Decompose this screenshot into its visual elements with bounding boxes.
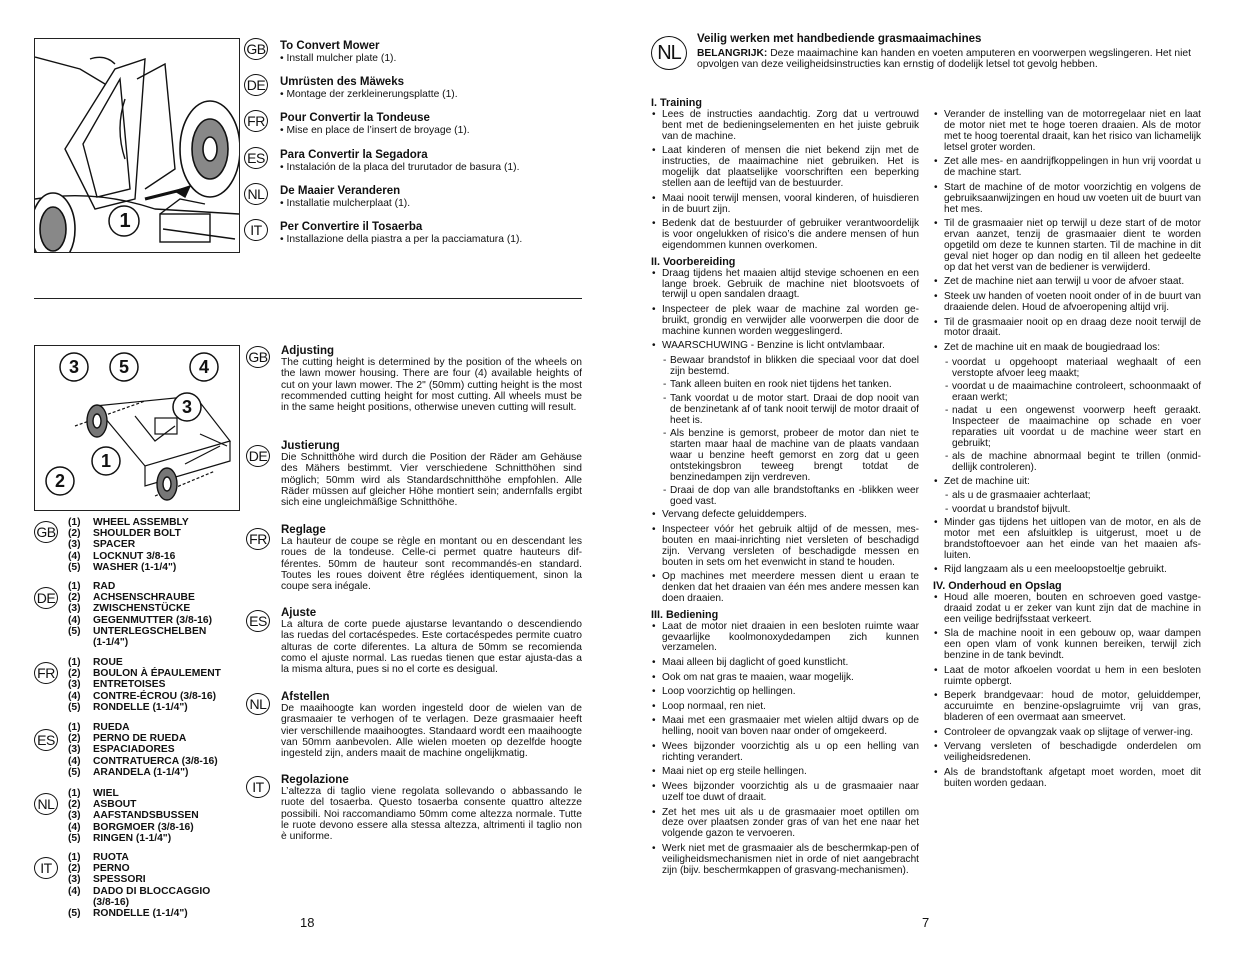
wheel-adjust-figure	[34, 345, 240, 511]
bullet-item: • Bedenk dat de bestuurder of gebruiker verantwoordelijk is voor ongelukken of risico’s die andere mensen of hun eigendommen kunnen overkomen.	[651, 219, 919, 252]
mulcher-illustration	[35, 39, 239, 252]
parts-list: (1) RUEDA (2) PERNO DE RUEDA (3) ESPACIADORES (4) CONTRATUERCA (3/8-16) (5) ARANDELA (1-1/4")	[68, 722, 218, 778]
convert-text: • Installazione della piastra a per la pacciamatura (1).	[280, 234, 523, 245]
parts-list: (1) ROUE (2) BOULON À ÉPAULEMENT (3) ENTRETOISES (4) CONTRE-ÉCROU (3/8-16) (5) RONDELLE (1-1/4")	[68, 657, 221, 713]
bullet-item: • Inspecteer de plek waar de machine zal worden ge-bruikt, grondig en verwijder alle voorwerpen die door de machine kunnen worden weggeslingerd.	[651, 305, 919, 338]
lang-badge: ES	[244, 147, 268, 169]
bullet-item: • Houd alle moeren, bouten en schroeven goed vastge-draaid zodat u er zeker van kunt zijn dat de machine in een veilige bedrijfsstaat verkeert.	[933, 593, 1201, 626]
lang-badge: NL	[34, 793, 58, 815]
bullet-item: • Maai met een grasmaaier met wielen altijd dwars op de helling, nooit van boven naar onder of omgekeerd.	[651, 716, 919, 738]
figure-callout: 1	[119, 210, 131, 232]
lang-badge: IT	[34, 857, 58, 879]
bullet-item: • Zet de machine niet aan terwijl u voor de afvoer staat.	[933, 277, 1201, 288]
bullet-item: • Wees bijzonder voorzichtig als u de grasmaaier naar uzelf toe duwt of draait.	[651, 782, 919, 804]
section-heading: I. Training	[651, 97, 702, 109]
convert-text: • Install mulcher plate (1).	[280, 53, 397, 64]
safety-column-2	[933, 110, 1201, 793]
section-heading: II. Voorbereiding	[651, 255, 736, 268]
bullet-item: • Lees de instructies aandachtig. Zorg dat u vertrouwd bent met de bedieningselementen en het juiste gebruik van de machine.	[651, 110, 919, 143]
bullet-item: • Maai nooit terwijl mensen, vooral kinderen, of huisdieren in de buurt zijn.	[651, 194, 919, 216]
adjust-title: Adjusting	[281, 345, 335, 357]
nl-badge-large: NL	[651, 36, 687, 70]
callout-3b: 3	[181, 397, 192, 417]
parts-list: (1) RAD (2) ACHSENSCHRAUBE (3) ZWISCHENSTÜCKE (4) GEGENMUTTER (3/8-16) (5) UNTERLEGSCHELBEN (1-1/4")	[68, 581, 213, 649]
bullet-item: • Maai alleen bij daglicht of goed kunstlicht.	[651, 658, 919, 669]
sub-list-item: - voordat u de maaimachine controleert, schoonmaakt of eraan werkt;	[933, 382, 1201, 404]
bullet-item: • Steek uw handen of voeten nooit onder of in de buurt van draaiende delen. Houd de afvoeropening altijd vrij.	[933, 292, 1201, 314]
lang-badge: NL	[246, 693, 270, 715]
lang-badge: FR	[34, 662, 58, 684]
bullet-item: • Zet het mes uit als u de grasmaaier moet optillen om deze over plaatsen zonder gras of van het ene naar het volgende gazon te vervoeren.	[651, 808, 919, 841]
bullet-item: • Zet de machine uit:	[933, 477, 1201, 488]
callout-5: 5	[118, 357, 129, 377]
sub-list-item: - Tank voordat u de motor start. Draai de dop nooit van de benzinetank af of tank nooit terwijl de motor draait of heet is.	[651, 394, 919, 427]
lang-badge: ES	[34, 729, 58, 751]
mulcher-figure	[34, 38, 240, 253]
lang-badge: DE	[244, 74, 268, 96]
lang-badge: GB	[246, 346, 270, 368]
right-page-intro	[697, 48, 1202, 71]
sub-list-item: - voordat u brandstof bijvult.	[933, 505, 1201, 516]
sub-list-item: - Bewaar brandstof in blikken die speciaal voor dat doel zijn bestemd.	[651, 356, 919, 378]
sub-list-item: - als u de grasmaaier achterlaat;	[933, 491, 1201, 502]
intro-text: Deze maaimachine kan handen en voeten amputeren en voorwerpen wegslingeren. Het niet opvolgen van deze veiligheidsinstructies kan ernstig of dodelijk letsel tot gevolg hebben.	[697, 48, 1191, 71]
sub-list-item: - Als benzine is gemorst, probeer de motor dan niet te starten maar haal de machine van de plaats vandaan waar u benzine heeft gemorst en zorg dat u geen ontstekingsbron teweeg brengt totdat de benzinedampen zijn verdreven.	[651, 429, 919, 484]
adjust-text: La hauteur de coupe se règle en montant ou en descendant les roues de la tondeuse. Celle-ci permet quatre hauteurs dif-férentes. 50mm de hauteur sont recommandés-en standard. Toutes les roues doivent être réglées identiquement, sinon la coupe sera inégale.	[281, 536, 582, 593]
sub-list-item: - nadat u een ongewenst voorwerp heeft geraakt. Inspecteer de maaimachine op schade en voer reparaties uit voordat u de machine weer start en gebruikt;	[933, 406, 1201, 450]
bullet-item: • Wees bijzonder voorzichtig als u op een helling van richting verandert.	[651, 742, 919, 764]
lang-badge: IT	[246, 776, 270, 798]
lang-badge: NL	[244, 183, 268, 205]
convert-title: To Convert Mower	[280, 40, 380, 52]
callout-1: 1	[100, 451, 111, 471]
bullet-item: • Til de grasmaaier niet op terwijl u deze start of de motor ervan aanzet, tenzij de grasmaaier dient te worden opgetild om deze te kunnen starten. Til de machine in dit geval niet hoger op dan nodig en til alleen het gedeelte op dat het verst van de bediener is verwijderd.	[933, 219, 1201, 274]
lang-badge: DE	[34, 587, 58, 609]
adjust-title: Justierung	[281, 440, 340, 452]
convert-text: • Instalación de la placa del trurutador de basura (1).	[280, 162, 520, 173]
bullet-item: • Vervang versleten of beschadigde onderdelen om veiligheidsredenen.	[933, 742, 1201, 764]
lang-badge: FR	[244, 110, 268, 132]
adjust-title: Reglage	[281, 524, 326, 536]
bullet-item: • Werk niet met de grasmaaier als de beschermkap-pen of veiligheidsmechanismen niet in orde of niet aangebracht zijn (bijv. beschermkappen of grasvang-mechanismen).	[651, 844, 919, 877]
adjust-text: La altura de corte puede ajustarse levantando o descendiendo las ruedas del cortacéspedes. Este cortacéspedes permite cuatro alturas de corte diferentes. La altura de 50mm se recomienda como el ajuste normal. Las ruedas tienen que estar ajusta-das a la misma altura, pues si no el corte es desigual.	[281, 619, 582, 676]
adjust-text: The cutting height is determined by the position of the wheels on the lawn mower housing. There are four (4) available heights of cut on your lawn mower. The 2" (50mm) cutting height is the most recommended cutting height for most cutting. All wheels must be in the same height positions, otherwise uneven cutting will result.	[281, 357, 582, 414]
bullet-item: • Ook om nat gras te maaien, waar mogelijk.	[651, 673, 919, 684]
bullet-item: • Rijd langzaam als u een meeloopstoeltje gebruikt.	[933, 565, 1201, 576]
convert-title: Per Convertire il Tosaerba	[280, 221, 423, 233]
lang-badge: FR	[246, 528, 270, 550]
sub-list-item: - voordat u opgehoopt materiaal weghaalt of een verstopte afvoer leeg maakt;	[933, 358, 1201, 380]
convert-title: Pour Convertir la Tondeuse	[280, 112, 430, 124]
bullet-item: • Op machines met meerdere messen dient u eraan te denken dat het draaien van één mes andere messen kan doen draaien.	[651, 572, 919, 605]
parts-list: (1) WIEL (2) ASBOUT (3) AAFSTANDSBUSSEN (4) BORGMOER (3/8-16) (5) RINGEN (1-1/4")	[68, 788, 199, 844]
lang-badge: ES	[246, 610, 270, 632]
bullet-item: • WAARSCHUWING - Benzine is licht ontvlambaar.	[651, 341, 919, 352]
bullet-item: • Sla de machine nooit in een gebouw op, waar dampen een open vlam of vonk kunnen bereiken, terwijl zich benzine in de tank bevindt.	[933, 629, 1201, 662]
left-page-number: 18	[300, 915, 315, 930]
intro-label: BELANGRIJK:	[697, 48, 768, 59]
bullet-item: • Vervang defecte geluiddempers.	[651, 510, 919, 521]
convert-text: • Montage der zerkleinerungsplatte (1).	[280, 89, 458, 100]
convert-text: • Installatie mulcherplaat (1).	[280, 198, 411, 209]
bullet-item: • Minder gas tijdens het uitlopen van de motor, en als de motor met een afsluitklep is uitgerust, moet u de brandstoftoevoer aan het einde van het maaien afs-luiten.	[933, 518, 1201, 562]
callout-4: 4	[198, 357, 209, 377]
bullet-item: • Loop normaal, ren niet.	[651, 702, 919, 713]
lang-badge: GB	[244, 38, 268, 60]
lang-badge: DE	[246, 445, 270, 467]
convert-text: • Mise en place de l’insert de broyage (1).	[280, 125, 470, 136]
bullet-item: • Als de brandstoftank afgetapt moet worden, moet dit buiten worden gedaan.	[933, 768, 1201, 790]
adjust-text: Die Schnitthöhe wird durch die Position der Räder am Gehäuse des Mähers bestimmt. Vier verschiedene Schnitthöhen sind möglich; 50mm wird als Standardschnitthöhe empfohlen. Alle Räder müssen auf gleicher Höhe montiert sein; andernfalls ergibt sich eine ungleichmäßige Schnitthöhe.	[281, 452, 582, 509]
section-heading: IV. Onderhoud en Opslag	[933, 580, 1062, 592]
bullet-item: • Draag tijdens het maaien altijd stevige schoenen en een lange broek. Gebruik de machine niet blootsvoets of terwijl u open sandalen draagt.	[651, 269, 919, 302]
sub-list-item: - als de machine abnormaal begint te trillen (onmid-dellijk controleren).	[933, 452, 1201, 474]
lang-badge: GB	[34, 521, 58, 543]
right-page-number: 7	[922, 915, 930, 930]
bullet-item: • Zet de machine uit en maak de bougiedraad los:	[933, 343, 1201, 354]
bullet-item: • Beperk brandgevaar: houd de motor, geluiddemper, accuruimte en benzine-opslagruimte vrij van gras, bladeren of een overmaat aan smeervet.	[933, 691, 1201, 724]
callout-2: 2	[54, 471, 65, 491]
bullet-item: • Laat de motor afkoelen voordat u hem in een besloten ruimte opbergt.	[933, 666, 1201, 688]
right-page-title: Veilig werken met handbediende grasmaaimachines	[697, 33, 982, 45]
sub-list-item: - Tank alleen buiten en rook niet tijdens het tanken.	[651, 380, 919, 391]
bullet-item: • Laat de motor niet draaien in een besloten ruimte waar gevaarlijke koolmonoxydedampen zich kunnen verzamelen.	[651, 622, 919, 655]
bullet-item: • Controleer de opvangzak vaak op slijtage of verwer-ing.	[933, 728, 1201, 739]
bullet-item: • Inspecteer vóór het gebruik altijd of de messen, mes-bouten en maai-inrichting niet versleten of beschadigd zijn. Vervang versleten of beschadigde messen en bouten in sets om het evenwicht in stand te houden.	[651, 525, 919, 569]
convert-title: Para Convertir la Segadora	[280, 149, 428, 161]
bullet-item: • Loop voorzichtig op hellingen.	[651, 687, 919, 698]
bullet-item: • Laat kinderen of mensen die niet bekend zijn met de instructies, de maaimachine niet gebruiken. Het is mogelijk dat plaatselijke voorschriften een beperking stellen aan de leeftijd van de bestuurder.	[651, 146, 919, 190]
adjust-title: Regolazione	[281, 774, 349, 786]
lang-badge: IT	[244, 219, 268, 241]
convert-title: Umrüsten des Mäweks	[280, 76, 404, 88]
adjust-text: De maaihoogte kan worden ingesteld door de wielen van de grasmaaier te verhogen of te verlagen. Deze grasmaaier heeft vier verschillende maaihoogtes. Standaard wordt een maaihoogte van 50mm aanbevolen. Alle wielen moeten op dezelfde hoogte ingesteld zijn, anders maait de machine ongelijkmatig.	[281, 703, 582, 760]
callout-3: 3	[68, 357, 79, 377]
parts-list: (1) RUOTA (2) PERNO (3) SPESSORI (4) DADO DI BLOCCAGGIO (3/8-16) (5) RONDELLE (1-1/4")	[68, 852, 211, 920]
bullet-item: • Maai niet op erg steile hellingen.	[651, 767, 919, 778]
parts-list: (1) WHEEL ASSEMBLY (2) SHOULDER BOLT (3) SPACER (4) LOCKNUT 3/8-16 (5) WASHER (1-1/4")	[68, 517, 189, 573]
bullet-item: • Zet alle mes- en aandrijfkoppelingen in hun vrij voordat u de machine start.	[933, 157, 1201, 179]
sub-list-item: - Draai de dop van alle brandstoftanks en -blikken weer goed vast.	[651, 486, 919, 508]
adjust-title: Afstellen	[281, 691, 330, 703]
bullet-item: • Til de grasmaaier nooit op en draag deze nooit terwijl de motor draait.	[933, 318, 1201, 340]
section-divider	[34, 298, 582, 299]
safety-column-1	[651, 95, 919, 880]
convert-title: De Maaier Veranderen	[280, 185, 401, 197]
bullet-item: • Start de machine of de motor voorzichtig en volgens de gebruiksaanwijzingen en houd uw voeten uit de buurt van het mes.	[933, 183, 1201, 216]
section-heading: III. Bediening	[651, 608, 719, 621]
adjust-title: Ajuste	[281, 607, 317, 619]
adjust-text: L’altezza di taglio viene regolata sollevando o abbassando le ruote del tosaerba. Questo tosaerba consente quattro altezze possibili. Noi raccomandiamo 50mm come altezza normale. Tutte le ruote devono essere alla stessa altezza, altrimenti il taglio non è uniforme.	[281, 786, 582, 843]
bullet-item: • Verander de instelling van de motorregelaar niet en laat de motor niet met te hoge toeren draaien. Als de motor met te hoog toerental draait, kan het risico van lichamelijk letsel groter worden.	[933, 110, 1201, 154]
